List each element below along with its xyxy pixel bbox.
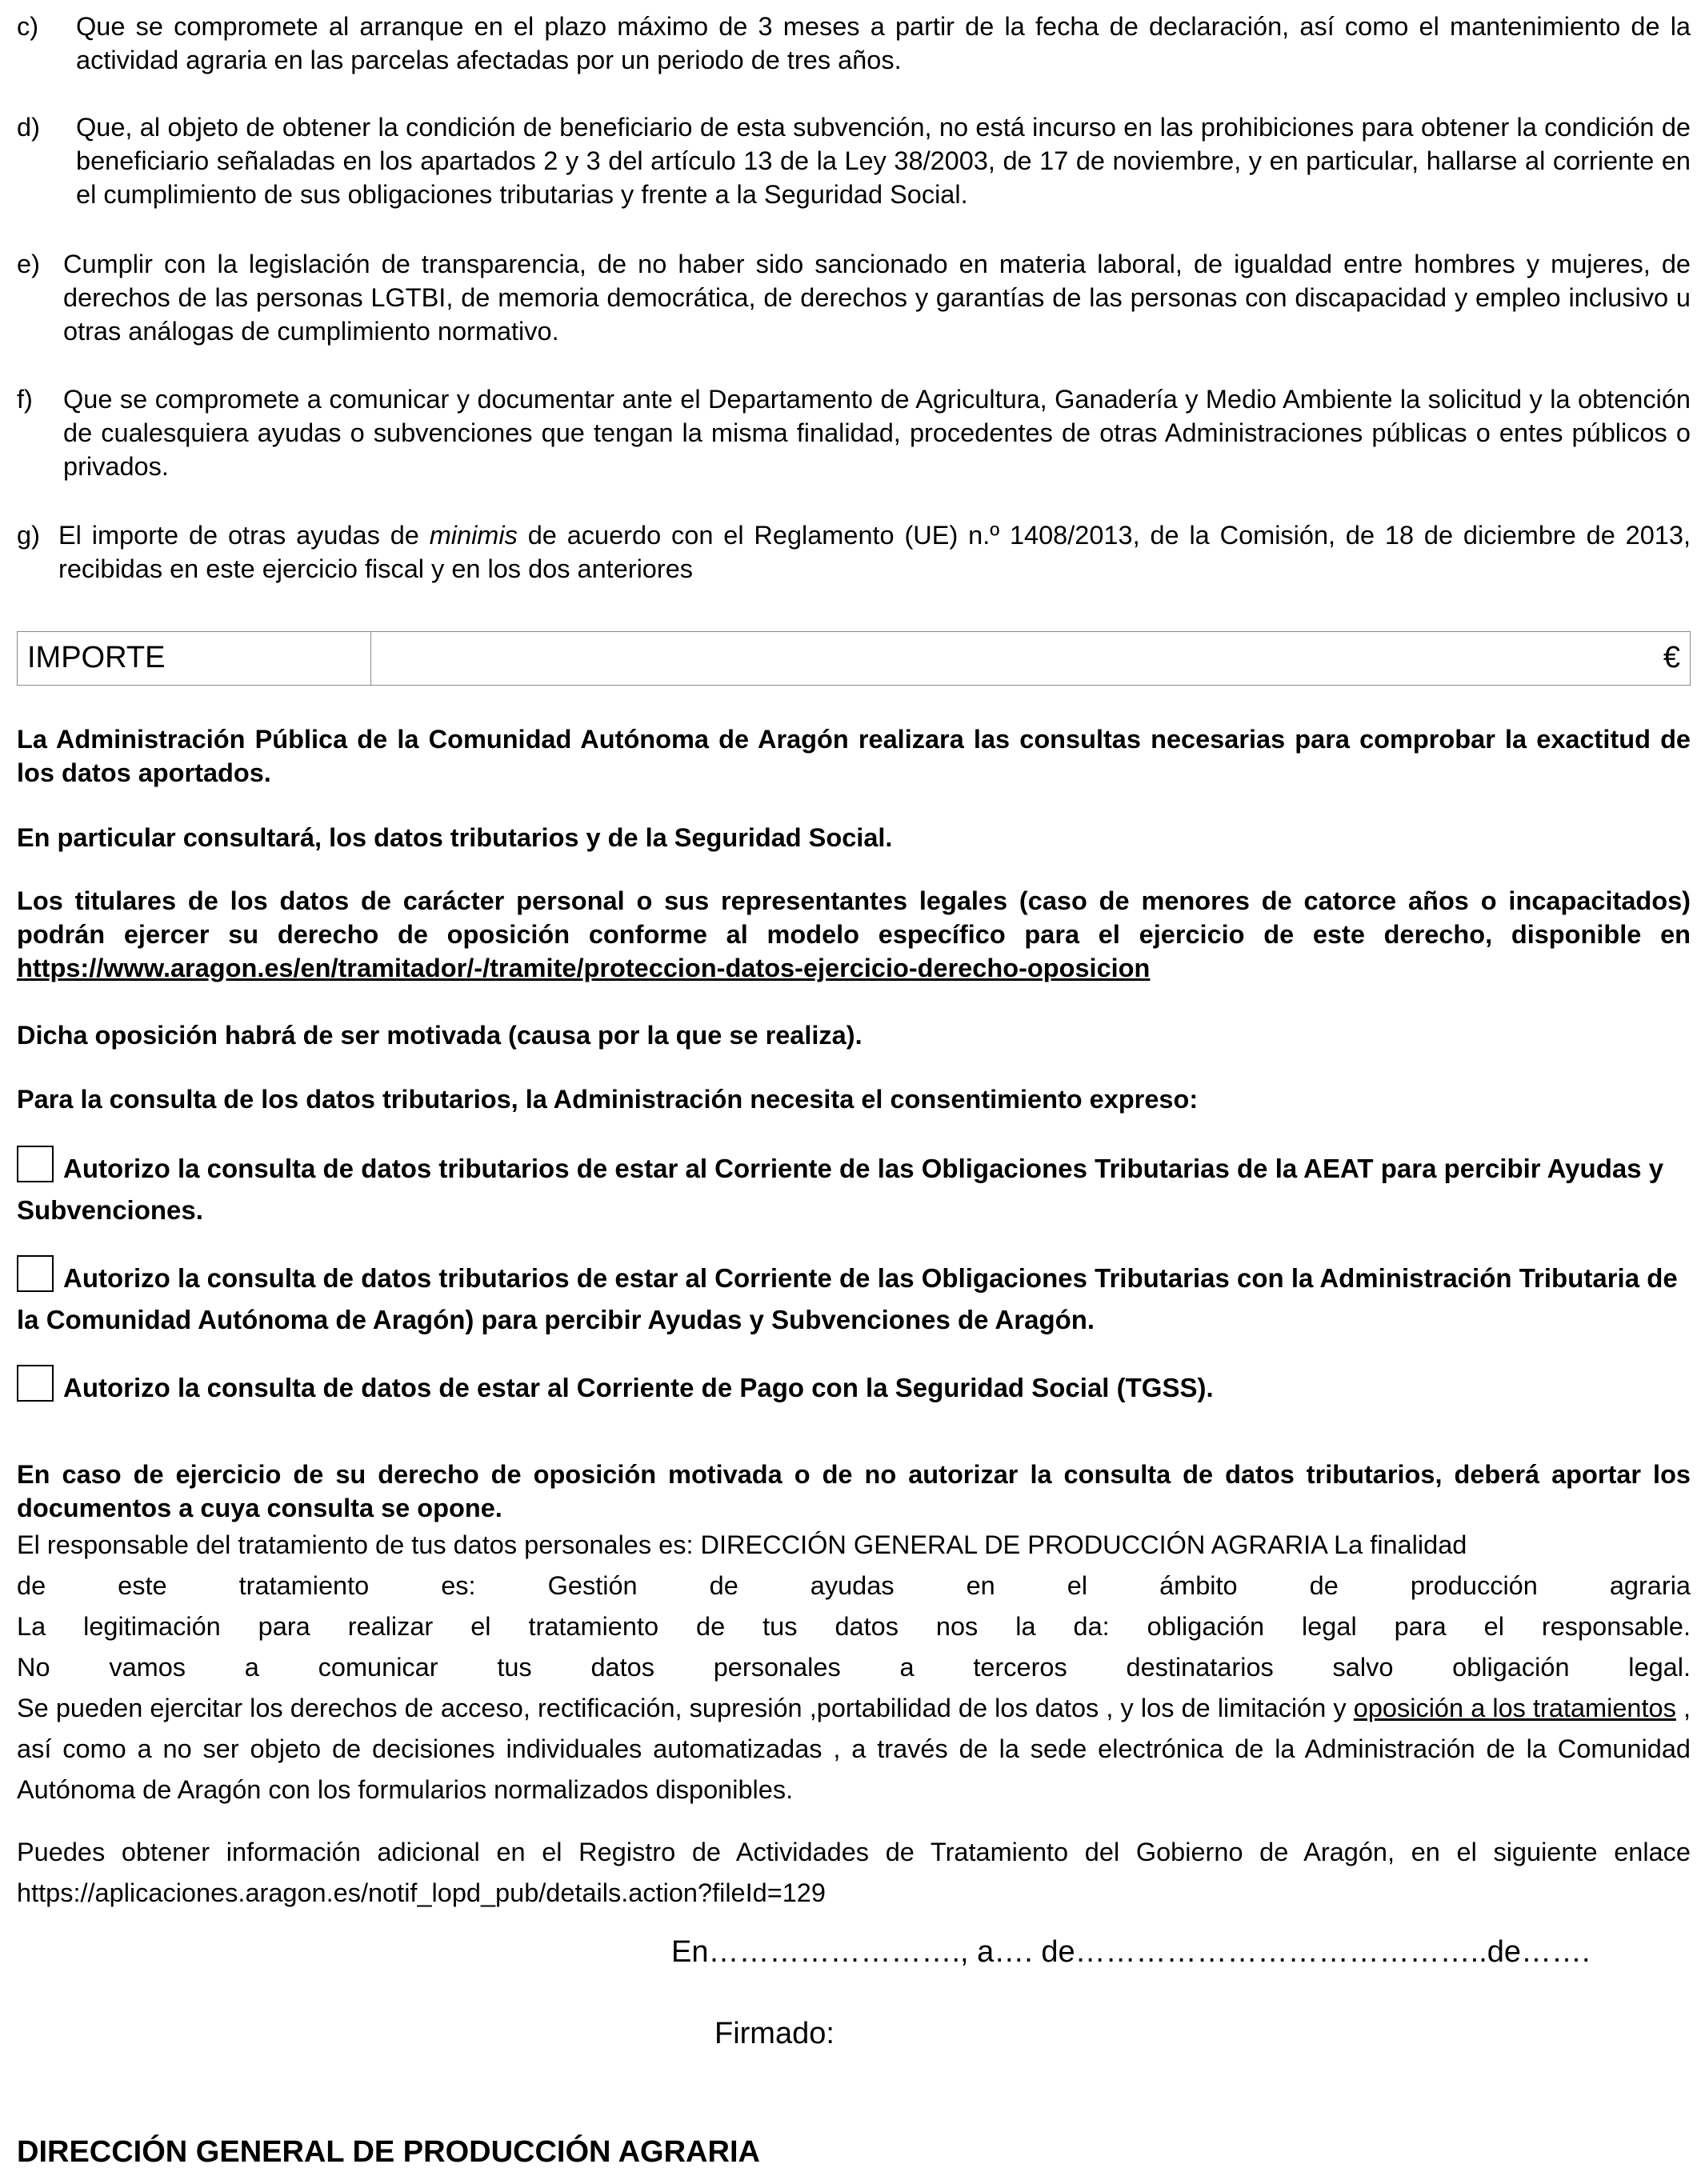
privacy-more-info: Puedes obtener información adicional en el Registro de Actividades de Tratamiento del Gobierno de Aragón, en el siguiente enlace https://aplicaciones.aragon.es/notif_lopd_pub/details.action?fileId=129 [17,1838,1691,1907]
minimis-italic: minimis [429,521,518,550]
privacy-responsable: El responsable del tratamiento de tus datos personales es: DIRECCIÓN GENERAL DE PRODUCCIÓN AGRARIA La finalidad [17,1530,1467,1559]
checkbox-aeat[interactable] [17,1146,54,1182]
place-date-line[interactable]: En……………………., a…. de…………………………………..de……. [671,1935,1591,1969]
notice-motivada: Dicha oposición habrá de ser motivada (causa por la que se realiza). [17,1021,863,1050]
clause-e-text: Cumplir con la legislación de transparencia, de no haber sido sancionado en materia laboral, de igualdad entre hombres y mujeres, de derechos de las personas LGTBI, de memoria democrática, de derechos y garantías de las personas con discapacidad y empleo inclusivo u otras análogas de cumplimiento normativo. [63,250,1691,346]
oposicion-link[interactable]: https://www.aragon.es/en/tramitador/-/tramite/proteccion-datos-ejercicio-derecho-oposicion [17,954,1151,982]
privacy-info [17,1525,1691,1810]
clause-g-label: g) [17,521,40,550]
checkbox-tgss[interactable] [17,1365,54,1402]
clause-g-text: El importe de otras ayudas de minimis de acuerdo con el Reglamento (UE) n.º 1408/2013, de la Comisión, de 18 de diciembre de 2013, recibidas en este ejercicio fiscal y en los dos anteriores [58,521,1691,583]
clause-f-text: Que se compromete a comunicar y documentar ante el Departamento de Agricultura, Ganadería y Medio Ambiente la solicitud y la obtención de cualesquiera ayudas o subvenciones que tengan la misma finalidad, procedentes de otras Administraciones públicas o entes públicos o privados. [63,385,1691,481]
clause-g [17,518,1691,586]
consent-aragon-label: Autorizo la consulta de datos tributarios de estar al Corriente de las Obligaciones Tributarias con la Administración Tributaria de la Comunidad Autónoma de Aragón) para percibir Ayudas y Subvenciones de Aragón. [17,1263,1678,1334]
consent-tgss-label: Autorizo la consulta de datos de estar al Corriente de Pago con la Seguridad Social (TGSS). [63,1373,1214,1402]
importe-input[interactable] [374,632,1642,685]
privacy-legitimacion: La legitimación para realizar el tratamiento de tus datos nos la da: obligación legal para el responsable. [17,1612,1691,1641]
footer-directorate: DIRECCIÓN GENERAL DE PRODUCCIÓN AGRARIA [17,2135,760,2169]
clause-e [17,247,1691,348]
clause-f-label: f) [17,385,33,414]
consent-tgss [17,1365,1691,1409]
consent-aragon [17,1255,1691,1341]
clause-c-label: c) [17,12,39,41]
clause-d-label: d) [17,113,40,142]
notice-datos-tributarios: En particular consultará, los datos tributarios y de la Seguridad Social. [17,823,893,852]
notice-oposicion: Los titulares de los datos de carácter personal o sus representantes legales (caso de menores de catorce años o incapacitados) podrán ejercer su derecho de oposición conforme al modelo específico para el ejercicio de este derecho, disponible en https://www.aragon.es/en/tramitador/-/tramite/proteccion-datos-ejercicio-derecho-oposicion [17,886,1691,982]
checkbox-aragon[interactable] [17,1255,54,1292]
consent-aeat [17,1146,1691,1231]
privacy-destinatarios: No vamos a comunicar tus datos personales a terceros destinatarios salvo obligación legal. [17,1653,1691,1682]
importe-row [17,631,1691,686]
consent-aeat-label: Autorizo la consulta de datos tributarios de estar al Corriente de las Obligaciones Tributarias de la AEAT para percibir Ayudas y Subvenciones. [17,1154,1664,1225]
privacy-derechos: Se pueden ejercitar los derechos de acceso, rectificación, supresión ,portabilidad de los datos , y los de limitación y oposición a los tratamientos , así como a no ser objeto de decisiones individuales automatizadas , a través de la sede electrónica de la Administración de la Comunidad Autónoma de Aragón con los formularios normalizados disponibles. [17,1694,1691,1804]
notice-consentimiento: Para la consulta de los datos tributarios, la Administración necesita el consentimiento expreso: [17,1085,1199,1114]
clause-c-text: Que se compromete al arranque en el plazo máximo de 3 meses a partir de la fecha de declaración, así como el mantenimiento de la actividad agraria en las parcelas afectadas por un periodo de tres años. [76,12,1691,74]
clause-f [17,382,1691,483]
clause-e-label: e) [17,250,40,278]
clause-d-text: Que, al objeto de obtener la condición de beneficiario de esta subvención, no está incurso en las prohibiciones para obtener la condición de beneficiario señaladas en los apartados 2 y 3 del artículo 13 de la Ley 38/2003, de 17 de noviembre, y en particular, hallarse al corriente en el cumplimiento de sus obligaciones tributarias y frente a la Seguridad Social. [76,113,1691,209]
clause-d [17,110,1691,211]
notice-consultas: La Administración Pública de la Comunidad Autónoma de Aragón realizara las consultas necesarias para comprobar la exactitud de los datos aportados. [17,725,1691,787]
euro-unit: € [1663,641,1680,674]
oposicion-tratamientos-link[interactable]: oposición a los tratamientos [1353,1694,1676,1722]
importe-label: IMPORTE [18,632,371,685]
signed-label: Firmado: [714,2017,834,2050]
privacy-finalidad: de este tratamiento es: Gestión de ayudas en el ámbito de producción agraria [17,1571,1691,1600]
privacy-warning: En caso de ejercicio de su derecho de oposición motivada o de no autorizar la consulta de datos tributarios, deberá aportar los documentos a cuya consulta se opone. [17,1460,1691,1522]
clause-c [17,10,1691,77]
